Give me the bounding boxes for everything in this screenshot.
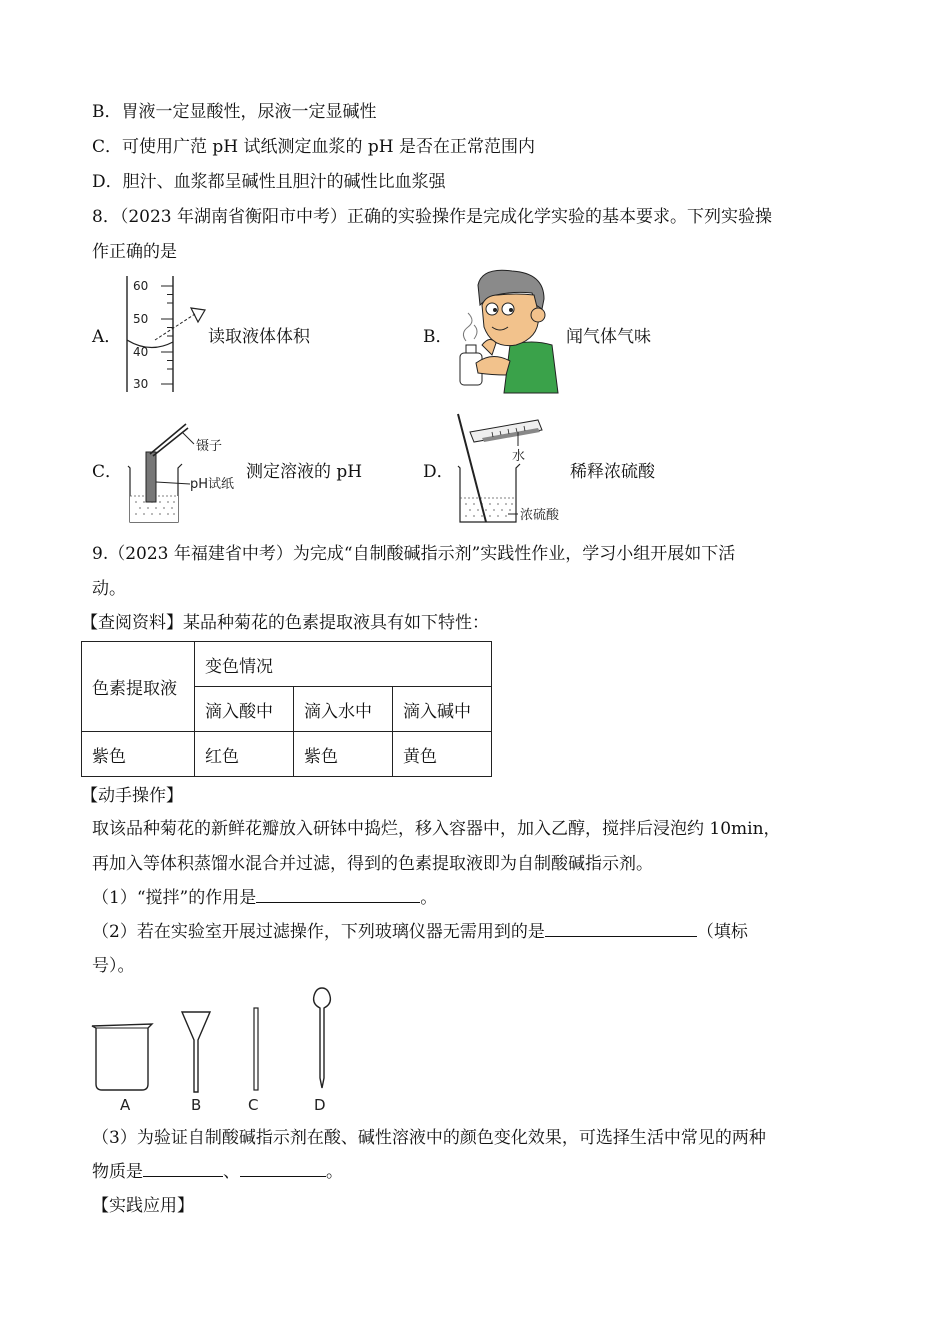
sub-question-3-line1: （3）为验证自制酸碱指示剂在酸、碱性溶液中的颜色变化效果，可选择生活中常见的两种 — [92, 1128, 766, 1148]
q8-option-d-letter: D． — [423, 462, 454, 482]
op-heading: 【动手操作】 — [81, 786, 183, 806]
smelling-gas-figure — [452, 265, 562, 395]
apparatus-label-c: C — [248, 1096, 259, 1114]
q2-suffix: （填标 — [696, 922, 748, 942]
q9-stem-line2: 动。 — [92, 579, 126, 599]
apparatus-label-a: A — [120, 1096, 131, 1114]
q3-suffix: 。 — [326, 1162, 343, 1182]
table-cell-acid-color: 红色 — [195, 732, 294, 777]
q3-answer-blank-1[interactable] — [143, 1160, 223, 1177]
q8-stem-line2: 作正确的是 — [92, 242, 177, 262]
tick-label-40: 40 — [133, 345, 149, 359]
q1-suffix: 。 — [420, 888, 438, 908]
table-header-water: 滴入水中 — [294, 687, 393, 732]
table-header-base: 滴入碱中 — [393, 687, 492, 732]
table-corner-cell: 色素提取液 — [82, 642, 195, 732]
q9-stem-line1: 9.（2023 年福建省中考）为完成“自制酸碱指示剂”实践性作业，学习小组开展如下活 — [92, 544, 736, 564]
q3-sep: 、 — [223, 1162, 240, 1182]
practice-heading: 【实践应用】 — [92, 1196, 194, 1216]
q2-answer-blank[interactable] — [545, 920, 697, 937]
q2-prefix: （2）若在实验室开展过滤操作，下列玻璃仪器无需用到的是 — [92, 922, 545, 942]
sub-question-1 — [92, 886, 437, 910]
tick-label-60: 60 — [133, 279, 149, 293]
apparatus-label-d: D — [314, 1096, 326, 1114]
acid-label: 浓硫酸 — [520, 508, 560, 523]
ph-paper-label: pH试纸 — [190, 477, 235, 492]
q1-answer-blank[interactable] — [256, 886, 420, 903]
op-line1: 取该品种菊花的新鲜花瓣放入研钵中捣烂，移入容器中，加入乙醇，搅拌后浸泡约 10min， — [92, 819, 781, 839]
apparatus-label-b: B — [191, 1096, 202, 1114]
q8-option-b-letter: B． — [423, 327, 453, 347]
q7-option-c: C．可使用广范 pH 试纸测定血浆的 pH 是否在正常范围内 — [92, 137, 536, 157]
q8-option-a-letter: A． — [92, 327, 122, 347]
q7-option-d: D．胆汁、血浆都呈碱性且胆汁的碱性比血浆强 — [92, 172, 446, 192]
q8-option-c-text: 测定溶液的 pH — [246, 462, 363, 482]
table-cell-water-color: 紫色 — [294, 732, 393, 777]
q8-option-b-text: 闻气体气味 — [566, 327, 651, 347]
table-cell-extract-color: 紫色 — [82, 732, 195, 777]
tweezers-label: 镊子 — [196, 439, 223, 454]
ph-paper — [146, 452, 156, 502]
table-group-header: 变色情况 — [195, 642, 492, 687]
tweezers — [150, 424, 188, 456]
funnel-icon — [182, 1012, 210, 1092]
ref-heading: 【查阅资料】某品种菊花的色素提取液具有如下特性： — [81, 613, 489, 633]
q7-option-b: B．胃液一定显酸性，尿液一定显碱性 — [92, 102, 377, 122]
q8-option-d-text: 稀释浓硫酸 — [570, 462, 655, 482]
graduated-cylinder-figure — [115, 272, 215, 397]
glassware-figure — [88, 984, 368, 1114]
q1-prefix: （1）“搅拌”的作用是 — [92, 888, 257, 908]
tick-label-30: 30 — [133, 377, 149, 391]
sub-question-3-line2 — [92, 1160, 343, 1184]
water-label: 水 — [512, 449, 526, 464]
ph-test-figure — [120, 418, 250, 528]
q8-option-c-letter: C． — [92, 462, 123, 482]
glass-rod-icon — [254, 1008, 258, 1090]
dilute-acid-figure — [452, 410, 577, 528]
op-line2: 再加入等体积蒸馏水混合并过滤，得到的色素提取液即为自制酸碱指示剂。 — [92, 854, 653, 874]
beaker-icon — [92, 1024, 152, 1090]
dropper-icon — [314, 988, 331, 1088]
sub-question-2 — [92, 920, 748, 944]
indicator-table — [81, 641, 492, 777]
q8-option-a-text: 读取液体体积 — [208, 327, 310, 347]
q2-line2: 号）。 — [92, 956, 135, 976]
table-header-acid: 滴入酸中 — [195, 687, 294, 732]
q3-answer-blank-2[interactable] — [240, 1160, 326, 1177]
q3-prefix: 物质是 — [92, 1162, 143, 1182]
table-cell-base-color: 黄色 — [393, 732, 492, 777]
tick-label-50: 50 — [133, 312, 149, 326]
q8-stem-line1: 8．（2023 年湖南省衡阳市中考）正确的实验操作是完成化学实验的基本要求。下列实验操 — [92, 207, 772, 227]
